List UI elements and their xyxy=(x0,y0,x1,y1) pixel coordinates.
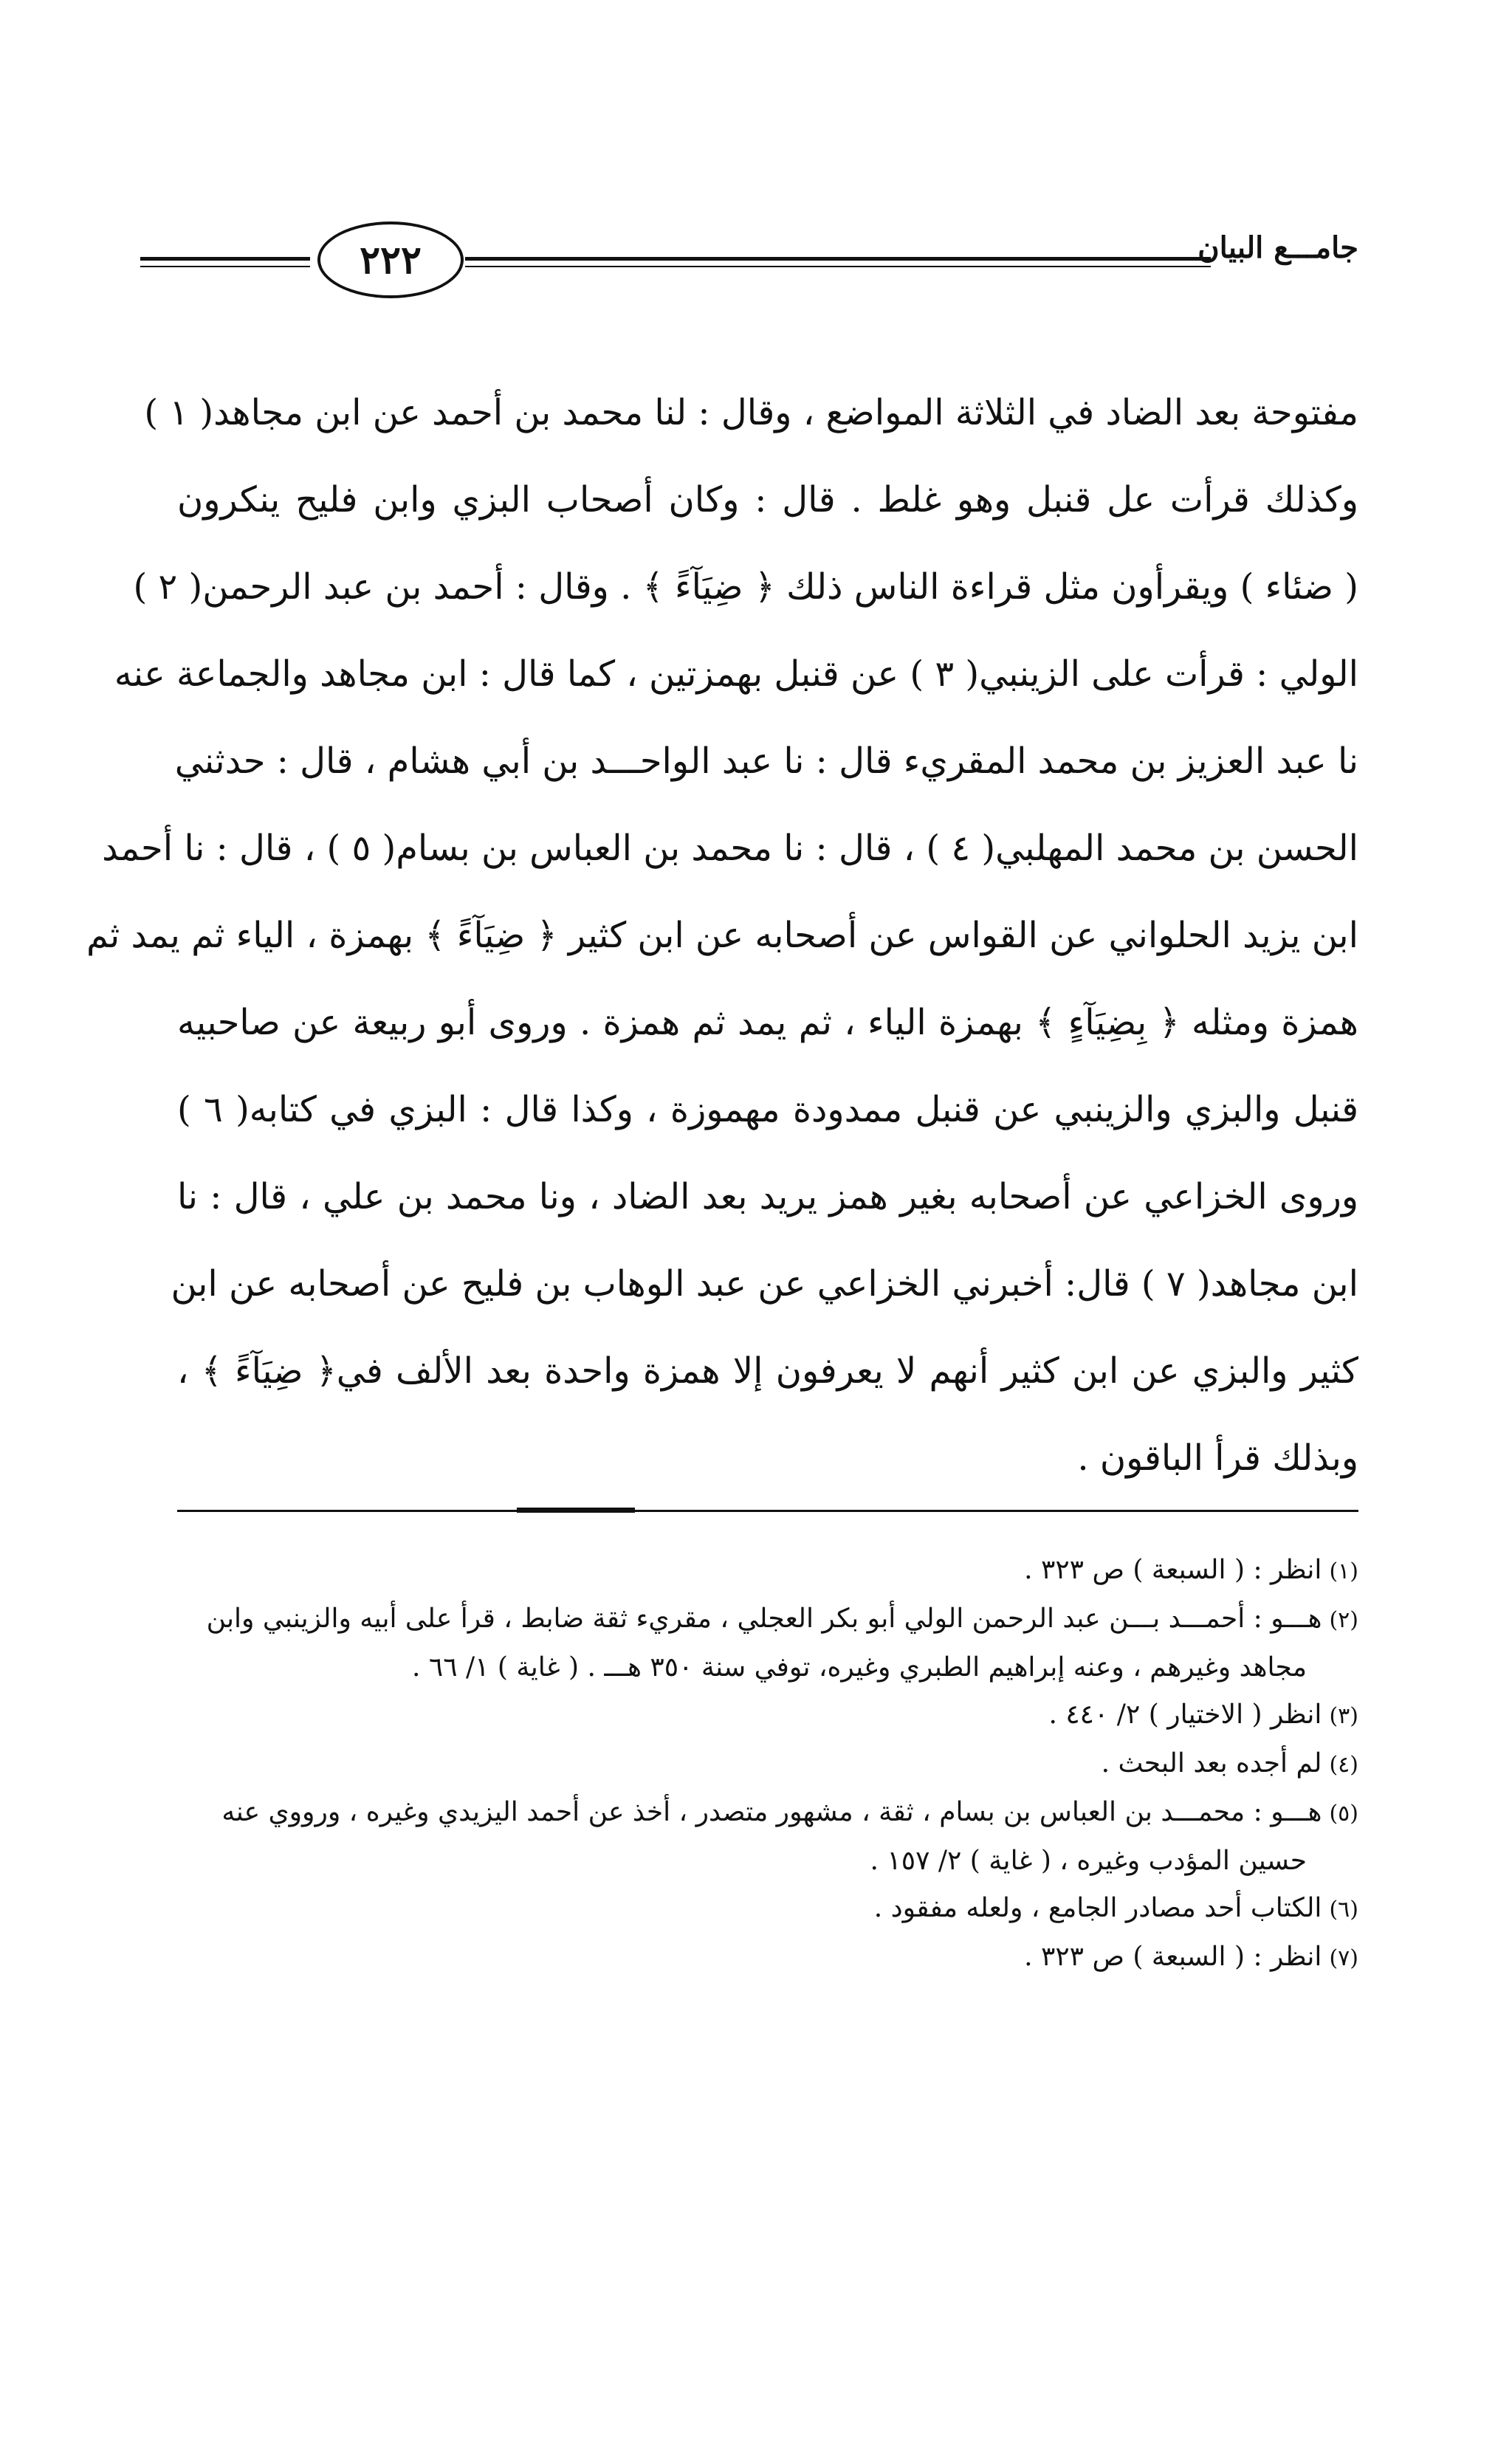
footnote-text: الكتاب أحد مصادر الجامع ، ولعله مفقود . xyxy=(873,1893,1322,1923)
text-line: وكذلك قرأت عل قنبل وهو غلط . قال : وكان أصحاب البزي وابن فليح ينكرون xyxy=(177,479,1358,520)
footnote-continuation: حسين المؤدب وغيره ، ( غاية ) ٢/ ١٥٧ . xyxy=(870,1846,1307,1876)
footnote xyxy=(170,1934,1358,1982)
page-header xyxy=(140,221,1358,288)
text-line: ابن يزيد الحلواني عن القواس عن أصحابه عن ابن كثير ﴿ ضِيَآءً ﴾ بهمزة ، الياء ثم يمد ثم xyxy=(86,915,1358,956)
text-line: الحسن بن محمد المهلبي( ٤ ) ، قال : نا محمد بن العباس بن بسام( ٥ ) ، قال : نا أحمد xyxy=(102,828,1358,869)
header-rule-right-thin xyxy=(465,266,1211,267)
footnote-text: انظر : ( السبعة ) ص ٣٢٣ . xyxy=(1024,1555,1322,1585)
footnote-separator-accent xyxy=(517,1508,635,1513)
text-line: وروى الخزاعي عن أصحابه بغير همز يريد بعد الضاد ، ونا محمد بن علي ، قال : نا xyxy=(177,1176,1358,1217)
text-line: الولي : قرأت على الزينبي( ٣ ) عن قنبل بهمزتين ، كما قال : ابن مجاهد والجماعة عنه xyxy=(114,653,1358,695)
text-line: وبذلك قرأ الباقون . xyxy=(1077,1437,1358,1479)
footnote-number: (١) xyxy=(1329,1559,1358,1584)
text-line: نا عبد العزيز بن محمد المقريء قال : نا عبد الواحـــد بن أبي هشام ، قال : حدثني xyxy=(174,740,1358,782)
text-line: همزة ومثله ﴿ بِضِيَآءٍ ﴾ بهمزة الياء ، ثم يمد ثم همزة . وروى أبو ربيعة عن صاحبيه xyxy=(177,1002,1358,1043)
text-line: قنبل والبزي والزينبي عن قنبل ممدودة مهموزة ، وكذا قال : البزي في كتابه( ٦ ) xyxy=(177,1089,1359,1130)
footnote xyxy=(170,1595,1358,1644)
page-number: ٢٢٢ xyxy=(360,237,422,283)
footnote-number: (٥) xyxy=(1329,1801,1358,1827)
footnote-text: انظر ( الاختيار ) ٢/ ٤٤٠ . xyxy=(1048,1700,1322,1730)
footnote-number: (٣) xyxy=(1329,1703,1358,1729)
header-rule-left xyxy=(140,257,310,261)
footnote xyxy=(170,1740,1358,1789)
footnote-text: انظر : ( السبعة ) ص ٣٢٣ . xyxy=(1024,1942,1322,1972)
footnote xyxy=(170,1885,1358,1934)
footnote-text: هـــو : محمـــد بن العباس بن بسام ، ثقة ، مشهور متصدر ، أخذ عن أحمد اليزيدي وغيره ، ورووي عنه xyxy=(221,1797,1322,1827)
footnote xyxy=(170,1691,1358,1740)
footnote-text: هـــو : أحمـــد بـــن عبد الرحمن الولي أبو بكر العجلي ، مقريء ثقة ضابط ، قرأ على أبيه والزينبي وابن xyxy=(206,1604,1322,1634)
footnote-number: (٧) xyxy=(1329,1945,1358,1971)
header-rule-left-thin xyxy=(140,266,310,267)
text-line: كثير والبزي عن ابن كثير أنهم لا يعرفون إلا همزة واحدة بعد الألف في﴿ ضِيَآءً ﴾ ، xyxy=(177,1350,1358,1392)
footnote-separator xyxy=(177,1510,1358,1512)
running-title: جامـــع البيان xyxy=(1197,230,1358,265)
main-text xyxy=(86,369,1359,1502)
text-line: ابن مجاهد( ٧ ) قال: أخبرني الخزاعي عن عبد الوهاب بن فليح عن أصحابه عن ابن xyxy=(171,1263,1358,1305)
header-rule-right xyxy=(465,257,1211,261)
footnote-number: (٦) xyxy=(1329,1897,1358,1922)
footnote-number: (٤) xyxy=(1329,1752,1358,1778)
footnote-number: (٢) xyxy=(1329,1607,1358,1633)
text-line: مفتوحة بعد الضاد في الثلاثة المواضع ، وقال : لنا محمد بن أحمد عن ابن مجاهد( ١ ) xyxy=(144,392,1358,433)
footnote-text: لم أجده بعد البحث . xyxy=(1101,1748,1322,1779)
footnote-continuation: مجاهد وغيرهم ، وعنه إبراهيم الطبري وغيره، توفي سنة ٣٥٠ هـــ . ( غاية ) ١/ ٦٦ . xyxy=(411,1652,1307,1683)
footnotes xyxy=(170,1547,1358,1982)
footnote xyxy=(170,1547,1358,1595)
text-line: ( ضئاء ) ويقرأون مثل قراءة الناس ذلك ﴿ ضِيَآءً ﴾ . وقال : أحمد بن عبد الرحمن( ٢ ) xyxy=(133,566,1358,608)
footnote xyxy=(170,1789,1358,1838)
page-number-frame xyxy=(317,221,464,298)
